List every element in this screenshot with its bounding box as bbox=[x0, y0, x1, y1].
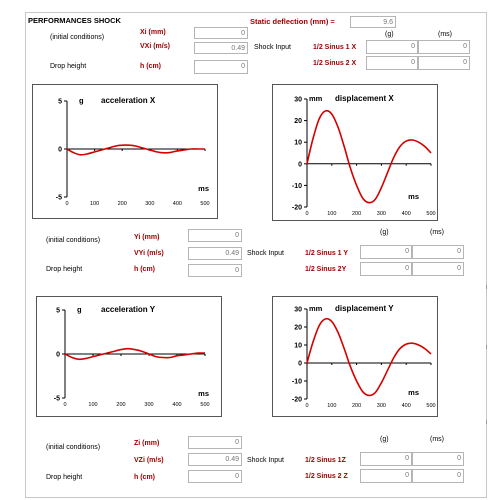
shock-input-label: Shock Input bbox=[254, 44, 291, 51]
position-input[interactable]: 0 bbox=[194, 27, 248, 39]
sinus1-label: 1/2 Sinus 1 Y bbox=[305, 250, 349, 257]
y-tick-label: 30 bbox=[294, 96, 302, 104]
x-tick-label: 500 bbox=[426, 211, 436, 217]
y-tick-label: 0 bbox=[56, 351, 60, 359]
y-tick-label: 0 bbox=[298, 161, 302, 169]
chart-acceleration-x bbox=[32, 84, 218, 219]
position-input[interactable]: 0 bbox=[188, 436, 242, 449]
sinus1-g-input[interactable]: 0 bbox=[360, 452, 412, 466]
shock-input-label: Shock Input bbox=[247, 457, 284, 464]
chart-displacement-x bbox=[272, 84, 438, 221]
initial-conditions-label: (initial conditions) bbox=[46, 444, 101, 451]
x-tick-label: 400 bbox=[401, 211, 411, 217]
height-label: h (cm) bbox=[134, 266, 155, 273]
y-tick-label: -5 bbox=[55, 194, 62, 202]
x-tick-label: 0 bbox=[63, 402, 67, 408]
y-tick-label: 20 bbox=[294, 118, 302, 126]
x-tick-label: 200 bbox=[117, 201, 127, 207]
y-tick-label: 10 bbox=[294, 342, 302, 350]
drop-height-label: Drop height bbox=[46, 266, 83, 273]
height-input[interactable]: 0 bbox=[188, 264, 242, 277]
g-unit-header: (g) bbox=[380, 436, 389, 443]
x-tick-label: 300 bbox=[144, 402, 154, 408]
velocity-label: VYi (m/s) bbox=[134, 250, 164, 257]
x-tick-label: 0 bbox=[305, 403, 309, 409]
g-unit-header: (g) bbox=[380, 229, 389, 236]
sinus1-ms-input[interactable]: 0 bbox=[412, 452, 464, 466]
sinus2-ms-input[interactable]: 0 bbox=[418, 56, 470, 70]
y-tick-label: -20 bbox=[291, 204, 302, 212]
y-axis-label: mm bbox=[309, 94, 323, 103]
height-label: h (cm) bbox=[140, 63, 161, 70]
position-label: Zi (mm) bbox=[134, 440, 160, 447]
edge-mark bbox=[486, 420, 487, 424]
ms-unit-header: (ms) bbox=[438, 31, 452, 38]
sinus1-g-input[interactable]: 0 bbox=[360, 245, 412, 259]
ms-unit-header: (ms) bbox=[430, 436, 444, 443]
chart-title: acceleration Y bbox=[101, 305, 156, 314]
x-tick-label: 100 bbox=[90, 201, 100, 207]
chart-title: displacement X bbox=[335, 94, 394, 103]
sinus1-g-input[interactable]: 0 bbox=[366, 40, 418, 54]
x-tick-label: 400 bbox=[401, 403, 411, 409]
drop-height-label: Drop height bbox=[50, 63, 87, 70]
velocity-input[interactable]: 0.49 bbox=[188, 453, 242, 466]
sinus1-label: 1/2 Sinus 1 X bbox=[313, 44, 357, 51]
x-tick-label: 400 bbox=[172, 402, 182, 408]
g-unit-header: (g) bbox=[385, 31, 394, 38]
sinus1-label: 1/2 Sinus 1Z bbox=[305, 457, 346, 464]
y-tick-label: 5 bbox=[56, 307, 60, 315]
sinus2-label: 1/2 Sinus 2 X bbox=[313, 60, 357, 67]
initial-conditions-label: (initial conditions) bbox=[46, 237, 101, 244]
y-tick-label: -10 bbox=[291, 378, 302, 386]
sinus2-g-input[interactable]: 0 bbox=[360, 469, 412, 483]
x-tick-label: 0 bbox=[305, 211, 309, 217]
y-tick-label: 5 bbox=[58, 98, 62, 106]
velocity-label: VXi (m/s) bbox=[140, 43, 170, 50]
x-axis-label: ms bbox=[198, 389, 209, 398]
y-tick-label: 0 bbox=[58, 146, 62, 154]
sinus1-ms-input[interactable]: 0 bbox=[412, 245, 464, 259]
series-line bbox=[307, 319, 431, 396]
position-input[interactable]: 0 bbox=[188, 229, 242, 242]
x-tick-label: 200 bbox=[352, 403, 362, 409]
y-tick-label: -10 bbox=[291, 182, 302, 190]
y-tick-label: -20 bbox=[291, 396, 302, 404]
edge-mark bbox=[486, 285, 487, 289]
drop-height-label: Drop height bbox=[46, 474, 83, 481]
x-tick-label: 500 bbox=[426, 403, 436, 409]
velocity-input[interactable]: 0.49 bbox=[188, 247, 242, 260]
position-label: Xi (mm) bbox=[140, 29, 166, 36]
chart-displacement-y bbox=[272, 296, 438, 417]
x-tick-label: 0 bbox=[65, 201, 69, 207]
x-axis-label: ms bbox=[408, 388, 419, 397]
static-deflection-label: Static deflection (mm) = bbox=[250, 17, 335, 26]
sinus2-g-input[interactable]: 0 bbox=[366, 56, 418, 70]
x-tick-label: 500 bbox=[200, 201, 210, 207]
y-tick-label: 0 bbox=[298, 360, 302, 368]
x-tick-label: 200 bbox=[352, 211, 362, 217]
series-line bbox=[307, 111, 431, 203]
x-tick-label: 400 bbox=[172, 201, 182, 207]
x-tick-label: 300 bbox=[145, 201, 155, 207]
height-label: h (cm) bbox=[134, 474, 155, 481]
static-deflection-field[interactable]: 9.6 bbox=[350, 16, 396, 28]
series-line bbox=[67, 145, 205, 155]
height-input[interactable]: 0 bbox=[194, 60, 248, 74]
velocity-input[interactable]: 0.49 bbox=[194, 42, 248, 54]
sinus2-ms-input[interactable]: 0 bbox=[412, 469, 464, 483]
initial-conditions-label: (initial conditions) bbox=[50, 34, 105, 41]
y-axis-label: g bbox=[79, 96, 84, 105]
x-axis-label: ms bbox=[408, 192, 419, 201]
x-axis-label: ms bbox=[198, 184, 209, 193]
x-tick-label: 100 bbox=[88, 402, 98, 408]
x-tick-label: 300 bbox=[376, 211, 386, 217]
sinus2-label: 1/2 Sinus 2 Z bbox=[305, 473, 348, 480]
y-tick-label: 30 bbox=[294, 306, 302, 314]
x-tick-label: 100 bbox=[327, 211, 337, 217]
height-input[interactable]: 0 bbox=[188, 470, 242, 483]
chart-title: displacement Y bbox=[335, 304, 394, 313]
y-tick-label: -5 bbox=[53, 395, 60, 403]
sinus2-g-input[interactable]: 0 bbox=[360, 262, 412, 276]
x-tick-label: 500 bbox=[200, 402, 210, 408]
y-tick-label: 10 bbox=[294, 139, 302, 147]
sinus2-label: 1/2 Sinus 2Y bbox=[305, 266, 347, 273]
y-tick-label: 20 bbox=[294, 324, 302, 332]
y-axis-label: mm bbox=[309, 304, 323, 313]
ms-unit-header: (ms) bbox=[430, 229, 444, 236]
page-title: PERFORMANCES SHOCK bbox=[28, 16, 121, 25]
sinus1-ms-input[interactable]: 0 bbox=[418, 40, 470, 54]
edge-mark bbox=[486, 345, 487, 349]
position-label: Yi (mm) bbox=[134, 234, 160, 241]
x-tick-label: 200 bbox=[116, 402, 126, 408]
y-axis-label: g bbox=[77, 305, 82, 314]
velocity-label: VZi (m/s) bbox=[134, 457, 164, 464]
x-tick-label: 100 bbox=[327, 403, 337, 409]
x-tick-label: 300 bbox=[376, 403, 386, 409]
chart-acceleration-y bbox=[36, 296, 222, 417]
shock-input-label: Shock Input bbox=[247, 250, 284, 257]
sinus2-ms-input[interactable]: 0 bbox=[412, 262, 464, 276]
chart-title: acceleration X bbox=[101, 96, 156, 105]
